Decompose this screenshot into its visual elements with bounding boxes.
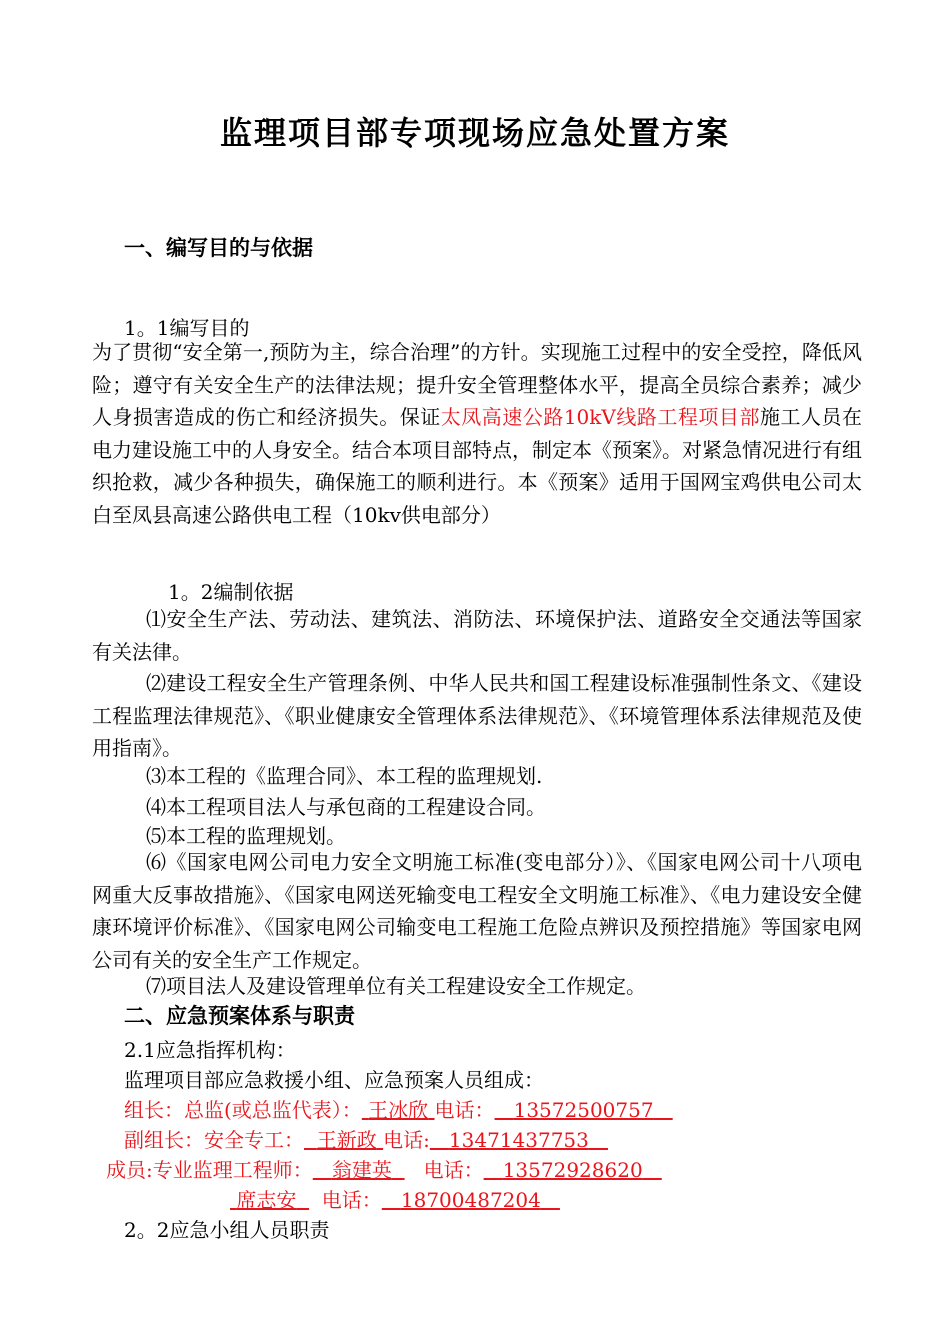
subsection-heading-1-2: 1。2编制依据 (168, 580, 294, 604)
deputy-phone: 13471437753 (448, 1128, 589, 1152)
member-row-1 (106, 1154, 662, 1183)
team-intro: 监理项目部应急救援小组、应急预案人员组成： (124, 1068, 544, 1092)
member2-name: 席志安 (236, 1188, 297, 1212)
member1-phone-label: 电话： (423, 1158, 484, 1182)
member1-phone: 13572928620 (502, 1158, 643, 1182)
subsection-heading-2-2: 2。2应急小组人员职责 (124, 1218, 330, 1242)
document-title: 监理项目部专项现场应急处置方案 (219, 114, 730, 152)
paragraph-purpose (92, 336, 862, 531)
basis-item-4: ⑷本工程项目法人与承包商的工程建设合同。 (146, 795, 546, 819)
subsection-heading-2-1: 2.1应急指挥机构： (124, 1038, 296, 1062)
basis-item-7: ⑺项目法人及建设管理单位有关工程建设安全工作规定。 (146, 974, 646, 998)
basis-item-2: ⑵建设工程安全生产管理条例、中华人民共和国工程建设标准强制性条文、《建设工程监理法律规范》、《职业健康安全管理体系法律规范》、《环境管理体系法律规范及使用指南》。 (92, 671, 862, 760)
team-leader-row (124, 1094, 673, 1123)
paragraph-purpose-tail: 施工人员在电力建设施工中的人身安全。结合本项目部特点，制定本《预案》。对紧急情况进行有组织抢救，减少各种损失，确保施工的顺利进行。本《预案》适用于国网宝鸡供电公司太白至凤县高速公路供电工程（10kv供电部分） (92, 405, 863, 527)
basis-item-1: ⑴安全生产法、劳动法、建筑法、消防法、环境保护法、道路安全交通法等国家有关法律。 (92, 607, 862, 664)
deputy-phone-label: 电话: (383, 1128, 430, 1152)
section-heading-1: 一、编写目的与依据 (124, 235, 313, 260)
subsection-heading-1-1: 1。1编写目的 (124, 316, 250, 340)
deputy-name: 王新政 (316, 1128, 377, 1152)
member2-phone: 18700487204 (400, 1188, 541, 1212)
member2-phone-label: 电话： (321, 1188, 382, 1212)
member-role: 成员:专业监理工程师： (106, 1158, 313, 1182)
deputy-leader-row (124, 1124, 608, 1153)
section-heading-2: 二、应急预案体系与职责 (124, 1003, 355, 1028)
paragraph-purpose-text: 为了贯彻“安全第一,预防为主，综合治理”的方针。实现施工过程中的安全受控，降低风险；遵守有关安全生产的法律法规；提升安全管理整体水平，提高全员综合素养；减少人身损害造成的伤亡和经济损失。保证 (92, 340, 862, 429)
basis-item-5: ⑸本工程的监理规划。 (146, 824, 346, 848)
leader-role: 组长：总监(或总监代表）： (124, 1098, 362, 1122)
leader-phone: 13572500757 (513, 1098, 654, 1122)
deputy-role: 副组长：安全专工： (124, 1128, 304, 1152)
leader-phone-label: 电话： (434, 1098, 495, 1122)
leader-name: 王冰欣 (368, 1098, 429, 1122)
member-row-2 (230, 1184, 560, 1213)
project-name-highlight: 太凤高速公路10kV线路工程项目部 (440, 405, 760, 429)
basis-item-6: ⑹《国家电网公司电力安全文明施工标准(变电部分）》、《国家电网公司十八项电网重大反事故措施》、《国家电网送死输变电工程安全文明施工标准》、《电力建设安全健康环境评价标准》、《国家电网公司输变电工程施工危险点辨识及预控措施》等国家电网公司有关的安全生产工作规定。 (92, 850, 862, 972)
basis-item-3: ⑶本工程的《监理合同》、本工程的监理规划. (146, 764, 543, 788)
member1-name: 翁建英 (331, 1158, 392, 1182)
